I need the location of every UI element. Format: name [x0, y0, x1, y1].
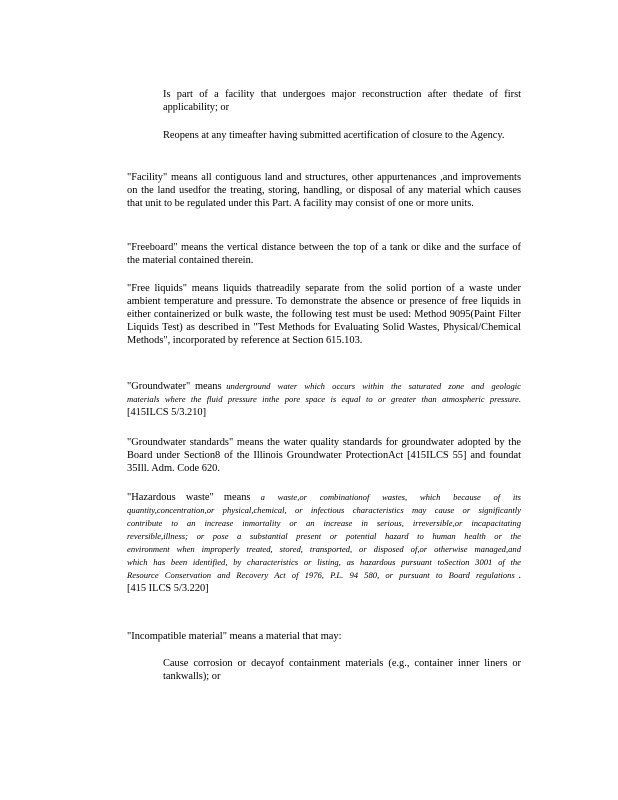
- hazardous-waste-statutory-text: a waste,or combinationof wastes, which because of its quantity,concentration,or physical,chemical, or infectious characteristics may cause or significantly contribute to an increase inmortality or an increase in serious, irreversible,or incapacitating reversible,illness; or pose a substantial present or potential hazard to human health or the environment when improperly treated, stored, transported, or disposed of,or otherwise managed,and which has been identified, by characteristics or listing, as hazardous pursuant toSection 3001 of the Resource Conservation and Recovery Act of 1976, P.L. 94 580, or pursuant to Board regulations: [127, 492, 522, 580]
- groundwater-citation: [415ILCS 5/3.210]: [127, 407, 207, 418]
- definition-groundwater-standards: "Groundwater standards" means the water quality standards for groundwater adopted by the Board under Section8 of the Illinois Groundwater ProtectionAct [415ILCS 55] and foundat 35Ill. Adm. Code 620.: [127, 437, 521, 474]
- definition-free-liquids: "Free liquids" means liquids thatreadily separate from the solid portion of a waste under ambient temperature and pressure. To demonstrate the absence or presence of free liquids in either containerized or bulk waste, the following test must be used: Method 9095(Paint Filter Liquids Test) as described in "Test Methods for Evaluating Solid Wastes, Physical/Chemical Methods", incorporated by reference at Section 615.103.: [127, 283, 521, 346]
- definition-freeboard: "Freeboard" means the vertical distance between the top of a tank or dike and the surface of the material contained therein.: [127, 242, 521, 266]
- definition-incompatible-material: "Incompatible material" means a material that may:: [127, 631, 342, 642]
- groundwater-term: "Groundwater" means: [127, 381, 222, 392]
- paragraph-reopens: Reopens at any timeafter having submitted acertification of closure to the Agency.: [163, 130, 505, 141]
- paragraph-corrosion: Cause corrosion or decayof containment materials (e.g., container inner liners or tankwalls); or: [163, 658, 521, 682]
- paragraph-reconstruction: Is part of a facility that undergoes major reconstruction after thedate of first applicability; or: [163, 89, 521, 113]
- groundwater-statutory-text: underground water which occurs within the saturated zone and geologic materials where the fluid pressure inthe pore space is equal to or greater than atmospheric pressure.: [127, 381, 522, 404]
- definition-hazardous-waste: [127, 491, 521, 595]
- hazardous-waste-term: "Hazardous waste" means: [127, 492, 251, 503]
- definition-groundwater: [127, 380, 521, 419]
- hazardous-waste-citation: .[415 ILCS 5/3.220]: [127, 570, 521, 594]
- definition-facility: "Facility" means all contiguous land and structures, other appurtenances ,and improvements on the land usedfor the treating, storing, handling, or disposal of any material which causes that unit to be regulated under this Part. A facility may consist of one or more units.: [127, 172, 521, 209]
